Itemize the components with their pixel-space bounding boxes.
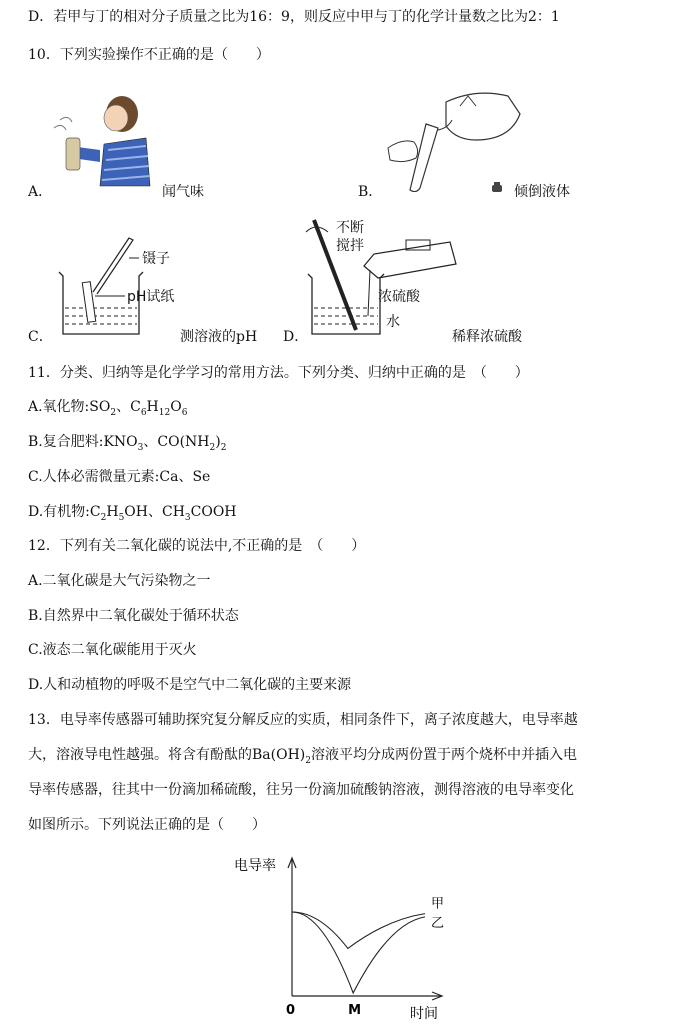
conductivity-chart	[220, 850, 460, 1030]
q10-option-c-caption: 测溶液的pH	[180, 329, 258, 345]
q11-option-d: D.有机物$:C_2H_5OH$、$CH_3COOH$	[28, 504, 237, 523]
series-line-jia	[292, 912, 425, 948]
series-line-yi	[292, 912, 425, 993]
label-stir-2: 搅拌	[336, 238, 364, 254]
y-axis-label: 电导率	[234, 858, 276, 874]
q13-line-4: 如图所示。下列说法正确的是（ ）	[28, 817, 266, 833]
q10-option-a-letter: A．	[28, 184, 53, 200]
figure-dilute	[300, 216, 460, 338]
x-tick-label-m: M	[348, 1003, 362, 1018]
figure-smell	[50, 86, 155, 190]
q10-stem: 10．下列实验操作不正确的是（ ）	[28, 47, 270, 63]
q10-option-a-caption: 闻气味	[162, 184, 204, 200]
q11-option-b: B.复合肥料$:KNO_3$、$CO(NH_2)_2$	[28, 434, 227, 453]
q11-stem: 11．分类、归纳等是化学学习的常用方法。下列分类、归纳中正确的是 （ ）	[28, 365, 529, 381]
q10-option-b-letter: B．	[358, 184, 383, 200]
series-label-yi: 乙	[431, 915, 445, 931]
q11-option-c: C.人体必需微量元素:Ca、Se	[28, 469, 211, 485]
q10-option-d-caption: 稀释浓硫酸	[452, 329, 522, 345]
q10-option-b-caption: 倾倒液体	[514, 184, 570, 200]
label-ph-paper: pH试纸	[127, 289, 175, 305]
q12-option-a: A.二氧化碳是大气污染物之一	[28, 573, 211, 589]
q10-option-d-letter: D．	[283, 329, 309, 345]
q12-option-b: B.自然界中二氧化碳处于循环状态	[28, 608, 239, 624]
q12-option-d: D.人和动植物的呼吸不是空气中二氧化碳的主要来源	[28, 677, 352, 693]
q10-option-c-letter: C．	[28, 329, 53, 345]
series-label-jia: 甲	[431, 896, 445, 912]
q11-option-a: A.氧化物$:SO_2$、$C_6H_{12}O_6$	[28, 399, 188, 418]
figure-pour	[386, 84, 526, 192]
origin-label: 0	[286, 1003, 296, 1018]
x-axis-label: 时间	[410, 1006, 438, 1022]
q12-stem: 12．下列有关二氧化碳的说法中,不正确的是 （ ）	[28, 538, 366, 554]
label-tweezers: 镊子	[142, 251, 170, 267]
q13-line-1: 13．电导率传感器可辅助探究复分解反应的实质，相同条件下，离子浓度越大，电导率越	[28, 712, 578, 728]
q13-line-3: 导率传感器，往其中一份滴加稀硫酸，往另一份滴加硫酸钠溶液，测得溶液的电导率变化	[28, 782, 574, 798]
figure-ph	[55, 232, 185, 336]
q13-line-2: 大，溶液导电性越强。将含有酚酞的$Ba(OH)_2$溶液平均分成两份置于两个烧杯中并插入电	[28, 747, 577, 766]
q9-option-d: D．若甲与丁的相对分子质量之比为16：9，则反应中甲与丁的化学计量数之比为2：1	[28, 9, 560, 25]
bottle-icon	[490, 180, 504, 194]
label-water: 水	[386, 314, 400, 330]
label-stir-1: 不断	[336, 220, 364, 236]
q12-option-c: C.液态二氧化碳能用于灭火	[28, 642, 197, 658]
label-acid: 浓硫酸	[378, 289, 420, 305]
